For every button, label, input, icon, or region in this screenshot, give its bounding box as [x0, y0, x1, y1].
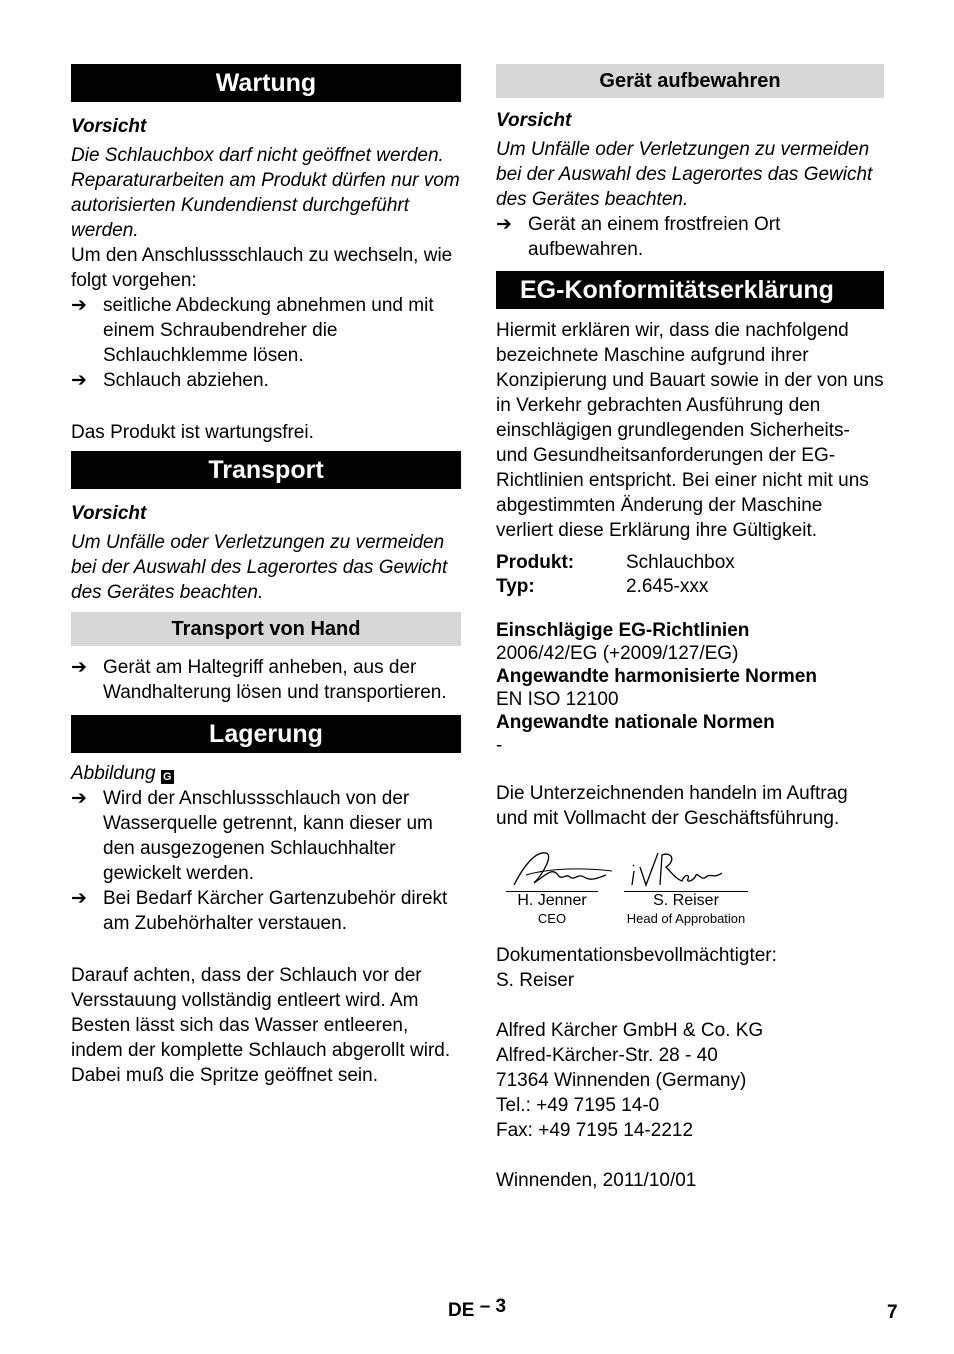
signer-name: H. Jenner — [517, 892, 587, 909]
company-tel: Tel.: +49 7195 14-0 — [496, 1095, 660, 1116]
arrow-right-icon: ➔ — [71, 888, 87, 909]
caution-text: Die Schlauchbox darf nicht geöffnet werden. — [71, 145, 444, 166]
place-date: Winnenden, 2011/10/01 — [496, 1170, 697, 1191]
company-fax: Fax: +49 7195 14-2212 — [496, 1120, 694, 1141]
arrow-right-icon: ➔ — [71, 657, 87, 678]
signers-text: Die Unterzeichnenden handeln im Auftrag und mit Vollmacht der Geschäftsführung. — [496, 783, 848, 829]
list-item: ➔ Schlauch abziehen. — [71, 370, 269, 391]
company-street: Alfred-Kärcher-Str. 28 - 40 — [496, 1045, 718, 1066]
arrow-right-icon: ➔ — [496, 214, 512, 235]
list-item: ➔ Gerät an einem frostfreien Ort aufbewahren. — [496, 214, 781, 260]
signature-row — [496, 845, 884, 941]
list-item: ➔ Bei Bedarf Kärcher Gartenzubehör direkt am Zubehörhalter verstauen. — [71, 888, 448, 934]
signer-role: Head of Approbation — [626, 911, 746, 926]
section-title-wartung: Wartung — [71, 64, 461, 102]
caution-title: Vorsicht — [496, 110, 572, 131]
caution-text: Um Unfälle oder Verletzungen zu vermeiden bei der Auswahl des Lagerortes das Gewicht des Gerätes beachten. — [496, 139, 873, 210]
documentation-label: Dokumentationsbevollmächtigter: — [496, 945, 777, 966]
arrow-right-icon: ➔ — [71, 370, 87, 391]
list-item: ➔ seitliche Abdeckung abnehmen und mit einem Schraubendreher die Schlauchklemme lösen. — [71, 295, 434, 366]
table-row — [496, 575, 735, 599]
handwritten-signature-icon — [624, 845, 728, 891]
signer-role: CEO — [537, 911, 567, 926]
arrow-right-icon: ➔ — [71, 788, 87, 809]
footer-language-page: DE – 3 — [448, 1296, 507, 1321]
harmonized-norms-label: Angewandte harmonisierte Normen — [496, 666, 817, 687]
step-list — [71, 655, 461, 705]
section-title-eg-konformitaetserklaerung: EG-Konformitätserklärung — [496, 271, 884, 309]
signature-reiser — [624, 845, 748, 928]
harmonized-norms-value: EN ISO 12100 — [496, 689, 619, 710]
type-value: 2.645-xxx — [626, 576, 709, 597]
subsection-title-transport-von-hand: Transport von Hand — [71, 612, 461, 646]
page-number: 7 — [887, 1302, 898, 1323]
product-label: Produkt: — [496, 552, 575, 573]
paragraph: Das Produkt ist wartungsfrei. — [71, 422, 314, 443]
paragraph: Darauf achten, dass der Schlauch vor der Versstauung vollständig entleert wird. Am Besten lässt sich das Wasser entleeren, indem der komplette Schlauch abgerollt wird. Dabei muß die Spritze geöffnet sein. — [71, 965, 451, 1086]
signer-name: S. Reiser — [653, 892, 719, 909]
paragraph: Um den Anschlussschlauch zu wechseln, wie folgt vorgehen: — [71, 245, 453, 291]
list-item: ➔ Gerät am Haltegriff anheben, aus der Wandhalterung lösen und transportieren. — [71, 657, 447, 703]
company-name: Alfred Kärcher GmbH & Co. KG — [496, 1020, 764, 1041]
product-spec-table — [496, 551, 735, 599]
step-list — [71, 786, 461, 936]
signature-jenner — [506, 845, 598, 928]
directives-value: 2006/42/EG (+2009/127/EG) — [496, 643, 739, 664]
type-label: Typ: — [496, 576, 535, 597]
step-list — [71, 293, 461, 393]
documentation-name: S. Reiser — [496, 970, 575, 991]
section-title-lagerung: Lagerung — [71, 715, 461, 753]
subsection-title-geraet-aufbewahren: Gerät aufbewahren — [496, 64, 884, 98]
directives-label: Einschlägige EG-Richtlinien — [496, 620, 750, 641]
caution-title: Vorsicht — [71, 116, 147, 137]
national-norms-label: Angewandte nationale Normen — [496, 712, 775, 733]
section-title-transport: Transport — [71, 451, 461, 489]
right-column — [496, 64, 884, 1193]
list-item: ➔ Wird der Anschlussschlauch von der Wasserquelle getrennt, kann dieser um den ausgezogenen Schlauchhalter gewickelt werden. — [71, 788, 433, 884]
figure-reference: Abbildung G — [71, 761, 461, 786]
national-norms-value: - — [496, 735, 503, 756]
caution-title: Vorsicht — [71, 503, 147, 524]
company-city: 71364 Winnenden (Germany) — [496, 1070, 747, 1091]
footer-language: DE — [448, 1300, 475, 1321]
footer-page-in-language: 3 — [495, 1296, 507, 1317]
table-row — [496, 551, 735, 575]
figure-g-icon: G — [161, 770, 174, 784]
caution-text: Um Unfälle oder Verletzungen zu vermeiden bei der Auswahl des Lagerortes das Gewicht des Gerätes beachten. — [71, 532, 448, 603]
step-list — [496, 212, 884, 262]
declaration-text: Hiermit erklären wir, dass die nachfolgend bezeichnete Maschine aufgrund ihrer Konzipierung und Bauart sowie in der von uns in Verkehr gebrachten Ausführung den einschlägigen grundlegenden Sicherheits- und Gesundheitsanforderungen der EG-Richtlinien entspricht. Bei einer nicht mit uns abgestimmten Änderung der Maschine verliert diese Erklärung ihre Gültigkeit. — [496, 320, 884, 541]
handwritten-signature-icon — [506, 845, 616, 891]
arrow-right-icon: ➔ — [71, 295, 87, 316]
left-column — [71, 64, 461, 1088]
norms-block — [496, 619, 884, 757]
product-value: Schlauchbox — [626, 552, 735, 573]
caution-text: Reparaturarbeiten am Produkt dürfen nur vom autorisierten Kundendienst durchgeführt werden. — [71, 170, 460, 241]
